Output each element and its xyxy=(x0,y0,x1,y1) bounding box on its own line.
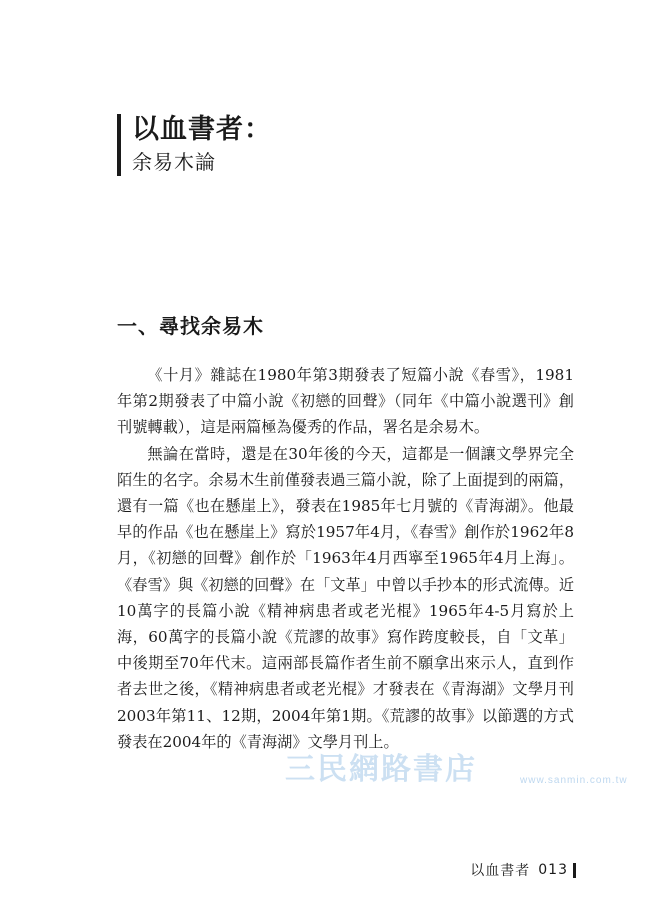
footer-bar-divider xyxy=(573,863,576,878)
chapter-title: 以血書者： xyxy=(132,114,272,145)
publisher-watermark: 三民網路書店 xyxy=(285,753,477,786)
section-heading: 一、尋找余易木 xyxy=(117,314,264,338)
page-footer xyxy=(470,860,576,880)
page-number: 013 xyxy=(538,862,568,878)
body-text xyxy=(117,362,574,755)
running-head: 以血書者 xyxy=(470,863,531,879)
paragraph-2: 無論在當時，還是在30年後的今天，這都是一個讓文學界完全陌生的名字。余易木生前僅發表過三篇小說，除了上面提到的兩篇，還有一篇《也在懸崖上》，發表在1985年七月號的《青海湖》。他最早的作品《也在懸崖上》寫於1957年4月，《春雪》創作於1962年8月，《初戀的回聲》創作於「1963年4月西寧至1965年4月上海」。《春雪》與《初戀的回聲》在「文革」中曾以手抄本的形式流傳。近10萬字的長篇小說《精神病患者或老光棍》1965年4-5月寫於上海，60萬字的長篇小說《荒謬的故事》寫作跨度較長，自「文革」中後期至70年代末。這兩部長篇作者生前不願拿出來示人，直到作者去世之後，《精神病患者或老光棍》才發表在《青海湖》文學月刊2003年第11、12期，2004年第1期。《荒謬的故事》以節選的方式發表在2004年的《青海湖》文學月刊上。 xyxy=(117,444,574,751)
chapter-title-block xyxy=(117,114,272,176)
paragraph-1: 《十月》雜誌在1980年第3期發表了短篇小說《春雪》，1981年第2期發表了中篇小說《初戀的回聲》（同年《中篇小說選刊》創刊號轉載），這是兩篇極為優秀的作品，署名是余易木。 xyxy=(117,366,574,437)
publisher-watermark-url: www.sanmin.com.tw xyxy=(520,775,628,786)
chapter-subtitle: 余易木論 xyxy=(132,150,216,174)
